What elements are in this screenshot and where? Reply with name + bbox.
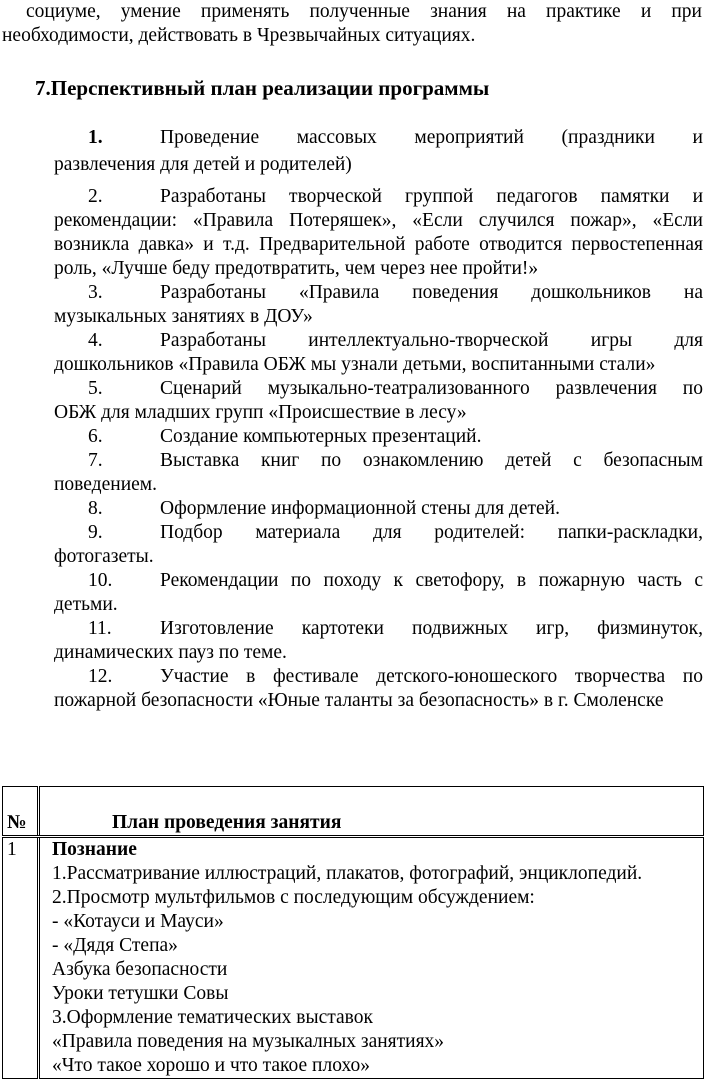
list-item-first-line [54, 617, 703, 641]
table-row [3, 837, 704, 1079]
list-item-text: Рекомендации по походу к светофору, в пожарную часть с [160, 570, 703, 591]
list-item [54, 425, 703, 449]
plan-list [54, 126, 703, 713]
list-item-first-line [54, 569, 703, 593]
list-item-number: 6. [88, 426, 103, 447]
list-item-text: Создание компьютерных презентаций. [160, 426, 482, 447]
row-line: 3.Оформление тематических выставок [52, 1007, 373, 1028]
list-item-number: 1. [88, 127, 103, 148]
intro-line-2: необходимости, действовать в Чрезвычайных ситуациях. [2, 25, 476, 46]
lesson-plan-table [2, 786, 704, 1079]
list-item-continuation: рекомендации: «Правила Потеряшек», «Если случился пожар», «Если возникла давка» и т.д. Предварительной работе отводится первостепенная роль, «Лучше беду предотвратить, чем через нее пройти!» [54, 210, 703, 279]
list-item-number: 7. [88, 450, 103, 471]
list-item-text: Участие в фестивале детского-юношеского творчества по [160, 666, 703, 687]
row-section-title: Познание [52, 839, 137, 860]
list-item-text: Оформление информационной стены для детей. [160, 498, 560, 519]
list-item-first-line [54, 498, 560, 519]
list-item-continuation: фотогазеты. [54, 546, 154, 567]
list-item [54, 185, 703, 281]
list-item-number: 10. [88, 570, 113, 591]
row-num: 1 [3, 837, 39, 1079]
row-line: - «Дядя Степа» [52, 935, 178, 956]
list-item-text: Сценарий музыкально-театрализованного развлечения по [160, 378, 703, 399]
section-title: 7.Перспективный план реализации программы [35, 76, 490, 100]
list-item-continuation: детьми. [54, 594, 118, 615]
list-item-number: 11. [88, 618, 112, 639]
list-item-first-line [54, 665, 703, 689]
list-item-continuation: дошкольников «Правила ОБЖ мы узнали детьми, воспитанными стали» [54, 354, 656, 375]
header-plan: План проведения занятия [39, 809, 704, 837]
list-item [54, 281, 703, 329]
header-num: № [3, 809, 39, 837]
list-item-first-line [54, 449, 703, 473]
list-item-first-line [54, 329, 703, 353]
list-item-text: Проведение массовых мероприятий (праздники и [160, 127, 703, 148]
list-item-text: Разработаны творческой группой педагогов памятки и [160, 186, 703, 207]
list-item-number: 8. [88, 498, 103, 519]
list-item [54, 665, 703, 713]
list-item-number: 2. [88, 186, 103, 207]
list-item-continuation: развлечения для детей и родителей) [54, 154, 352, 175]
row-line: «Правила поведения на музыкалных занятиях» [52, 1031, 445, 1052]
list-item-continuation: музыкальных занятиях в ДОУ» [54, 306, 313, 327]
list-item-text: Изготовление картотеки подвижных игр, физминуток, [160, 618, 703, 639]
list-item [54, 449, 703, 497]
list-item-first-line [54, 426, 481, 447]
list-item-continuation: ОБЖ для младших групп «Происшествие в лесу» [54, 402, 467, 423]
row-line: 1.Рассматривание иллюстраций, плакатов, фотографий, энциклопедий. [52, 863, 643, 884]
list-item-number: 3. [88, 282, 103, 303]
list-item-continuation: поведением. [54, 474, 157, 495]
list-item [54, 569, 703, 617]
list-item-text: Разработаны интеллектуально-творческой игры для [160, 330, 703, 351]
list-item [54, 521, 703, 569]
list-item-first-line [54, 281, 703, 305]
row-line: Азбука безопасности [52, 959, 228, 980]
list-item-text: Выставка книг по ознакомлению детей с безопасным [160, 450, 703, 471]
table-spacer-row [3, 787, 704, 810]
list-item-number: 4. [88, 330, 103, 351]
table-header-row [3, 809, 704, 837]
list-item-text: Разработаны «Правила поведения дошкольников на [160, 282, 703, 303]
list-item-continuation: пожарной безопасности «Юные таланты за безопасность» в г. Смоленске [54, 690, 664, 711]
row-line: «Что такое хорошо и что такое плохо» [52, 1055, 370, 1076]
list-item-number: 12. [88, 666, 113, 687]
intro-line-1: социуме, умение применять полученные знания на практике и при [26, 1, 702, 22]
row-line: - «Котауси и Мауси» [52, 911, 224, 932]
list-item [54, 497, 703, 521]
row-lines [52, 862, 703, 1078]
list-item [54, 617, 703, 665]
list-item-number: 5. [88, 378, 103, 399]
list-item-first-line [54, 185, 703, 209]
list-item [54, 126, 703, 177]
list-item-first-line [54, 377, 703, 401]
list-item-first-line [54, 521, 703, 545]
row-line: Уроки тетушки Совы [52, 983, 229, 1004]
list-item-text: Подбор материала для родителей: папки-раскладки, [160, 522, 703, 543]
row-content [39, 837, 704, 1079]
intro-paragraph [2, 0, 702, 48]
row-line: 2.Просмотр мультфильмов с последующим обсуждением: [52, 887, 535, 908]
list-item-first-line [54, 126, 703, 150]
list-item-number: 9. [88, 522, 103, 543]
list-item [54, 377, 703, 425]
list-item [54, 329, 703, 377]
list-item-continuation: динамических пауз по теме. [54, 642, 287, 663]
